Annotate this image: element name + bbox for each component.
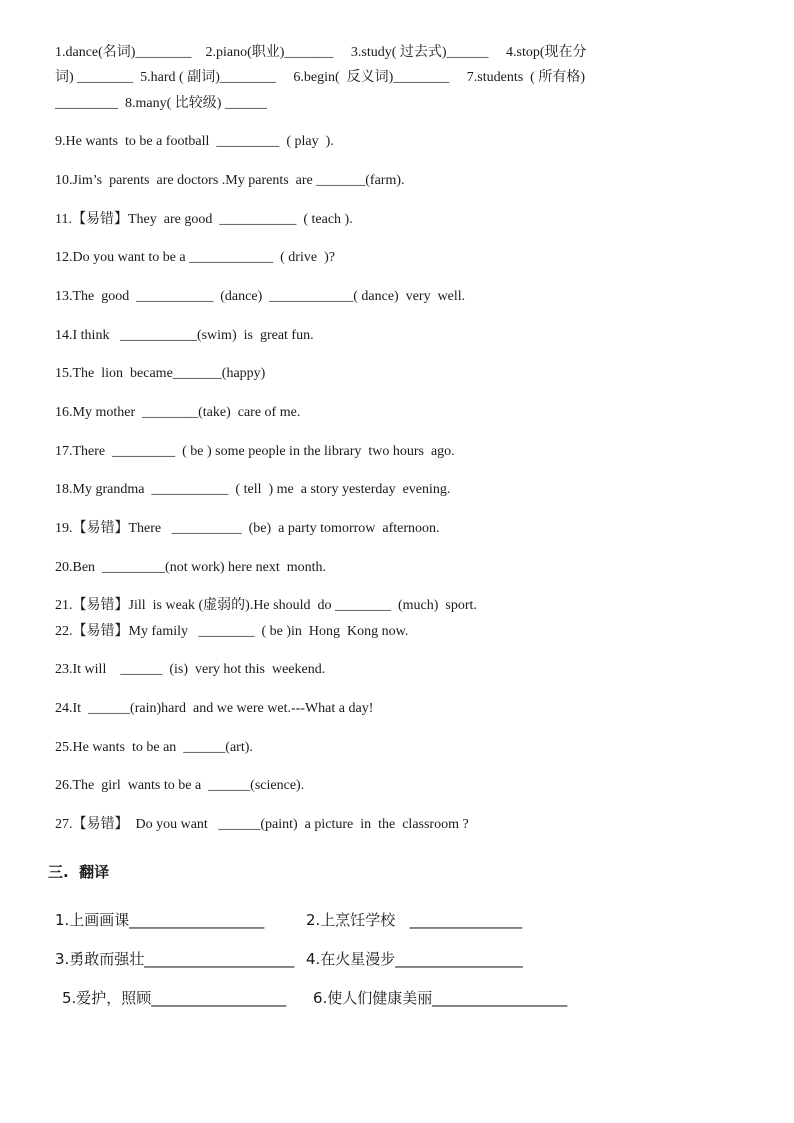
- question-10: 10.Jim’s parents are doctors .My parents are _______(farm).: [55, 173, 405, 188]
- word-forms-row-1: 1.dance(名词)________ 2.piano(职业)_______ 3.study( 过去式)______ 4.stop(现在分: [55, 45, 587, 60]
- word-forms-row-2: 词) ________ 5.hard ( 副词)________ 6.begin( 反义词)________ 7.students ( 所有格): [55, 70, 586, 85]
- question-27: 27.【易错】 Do you want ______(paint) a picture in the classroom ?: [55, 817, 469, 832]
- section-heading-translation: 三. 翻译: [48, 863, 110, 881]
- word-forms-row-3: _________ 8.many( 比较级) ______: [55, 96, 267, 111]
- question-25: 25.He wants to be an ______(art).: [55, 740, 253, 755]
- question-24: 24.It ______(rain)hard and we were wet.---What a day!: [55, 701, 374, 716]
- question-20: 20.Ben _________(not work) here next month.: [55, 560, 327, 575]
- question-11: 11.【易错】They are good ___________ ( teach ).: [55, 212, 353, 227]
- question-15: 15.The lion became_______(happy): [55, 366, 266, 381]
- question-23: 23.It will ______ (is) very hot this weekend.: [55, 662, 326, 677]
- question-9: 9.He wants to be a football _________ ( play ).: [55, 134, 334, 149]
- question-13: 13.The good ___________ (dance) ____________( dance) very well.: [55, 289, 466, 304]
- translation-item-2: 2.上烹饪学校 _______________: [306, 911, 523, 929]
- translation-item-5: 5.爱护，照顾__________________: [62, 989, 287, 1007]
- question-14: 14.I think ___________(swim) is great fun.: [55, 328, 314, 343]
- translation-item-3: 3.勇敢而强壮____________________: [55, 950, 295, 968]
- question-22: 22.【易错】My family ________ ( be )in Hong Kong now.: [55, 624, 409, 639]
- question-21: 21.【易错】Jill is weak (虚弱的).He should do ________ (much) sport.: [55, 598, 477, 613]
- question-26: 26.The girl wants to be a ______(science).: [55, 778, 305, 793]
- question-16: 16.My mother ________(take) care of me.: [55, 405, 301, 420]
- translation-item-6: 6.使人们健康美丽__________________: [313, 989, 568, 1007]
- question-12: 12.Do you want to be a ____________ ( drive )?: [55, 250, 335, 265]
- question-17: 17.There _________ ( be ) some people in the library two hours ago.: [55, 444, 455, 459]
- question-19: 19.【易错】There __________ (be) a party tomorrow afternoon.: [55, 521, 440, 536]
- question-18: 18.My grandma ___________ ( tell ) me a story yesterday evening.: [55, 482, 451, 497]
- translation-item-1: 1.上画画课__________________: [55, 911, 265, 929]
- translation-item-4: 4.在火星漫步_________________: [306, 950, 523, 968]
